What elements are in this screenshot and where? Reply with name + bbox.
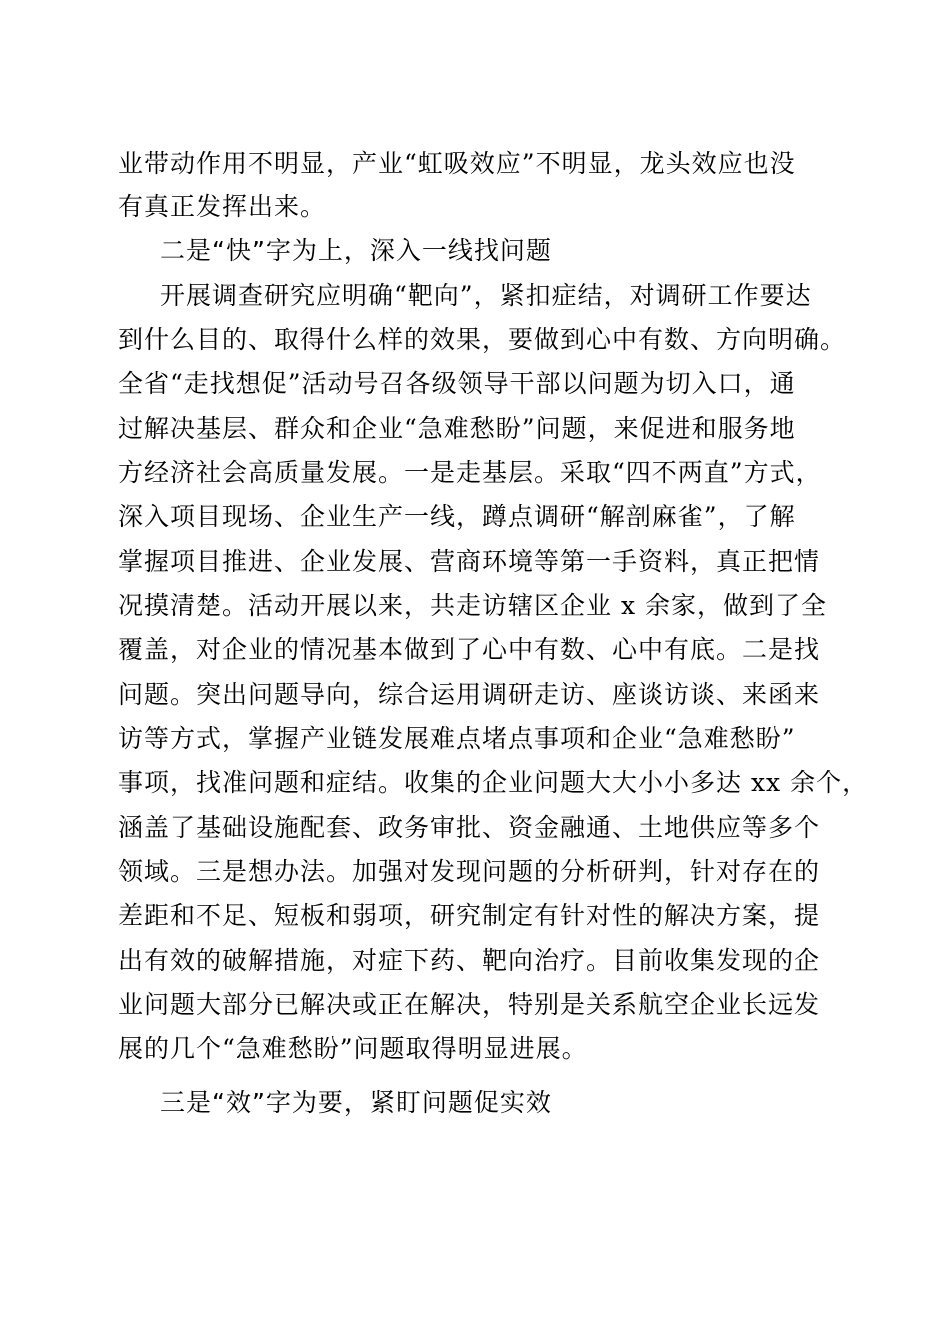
paragraph-line: 访等方式，掌握产业链发展难点堵点事项和企业“急难愁盼”	[118, 724, 796, 753]
section-heading: 三是“效”字为要，紧盯问题促实效	[160, 1088, 552, 1117]
paragraph-line: 到什么目的、取得什么样的效果，要做到心中有数、方向明确。	[118, 325, 847, 354]
paragraph-line: 差距和不足、短板和弱项，研究制定有针对性的解决方案，提	[118, 901, 821, 930]
paragraph-line: 覆盖，对企业的情况基本做到了心中有数、心中有底。二是找	[118, 635, 821, 664]
paragraph-line: 掌握项目推进、企业发展、营商环境等第一手资料，真正把情	[118, 547, 821, 576]
paragraph-line: 深入项目现场、企业生产一线，蹲点调研“解剖麻雀”，了解	[118, 502, 796, 531]
paragraph-line: 况摸清楚。活动开展以来，共走访辖区企业 x 余家，做到了全	[118, 591, 827, 620]
paragraph-line: 方经济社会高质量发展。一是走基层。采取“四不两直”方式，	[118, 458, 822, 487]
paragraph-line: 领域。三是想办法。加强对发现问题的分析研判，针对存在的	[118, 857, 821, 886]
paragraph-line: 出有效的破解措施，对症下药、靶向治疗。目前收集发现的企	[118, 946, 821, 975]
paragraph-line: 全省“走找想促”活动号召各级领导干部以问题为切入口，通	[118, 369, 796, 398]
paragraph-line: 开展调查研究应明确“靶向”，紧扣症结，对调研工作要达	[160, 281, 812, 310]
paragraph-line: 有真正发挥出来。	[118, 192, 327, 221]
paragraph-line: 涵盖了基础设施配套、政务审批、资金融通、土地供应等多个	[118, 813, 821, 842]
paragraph-line: 事项，找准问题和症结。收集的企业问题大大小小多达 xx 余个，	[118, 768, 869, 797]
paragraph-line: 业带动作用不明显，产业“虹吸效应”不明显，龙头效应也没	[118, 149, 796, 178]
section-heading: 二是“快”字为上，深入一线找问题	[160, 236, 552, 265]
paragraph-line: 展的几个“急难愁盼”问题取得明显进展。	[118, 1034, 588, 1063]
paragraph-line: 业问题大部分已解决或正在解决，特别是关系航空企业长远发	[118, 990, 821, 1019]
paragraph-line: 过解决基层、群众和企业“急难愁盼”问题，来促进和服务地	[118, 414, 796, 443]
paragraph-line: 问题。突出问题导向，综合运用调研走访、座谈访谈、来函来	[118, 680, 821, 709]
